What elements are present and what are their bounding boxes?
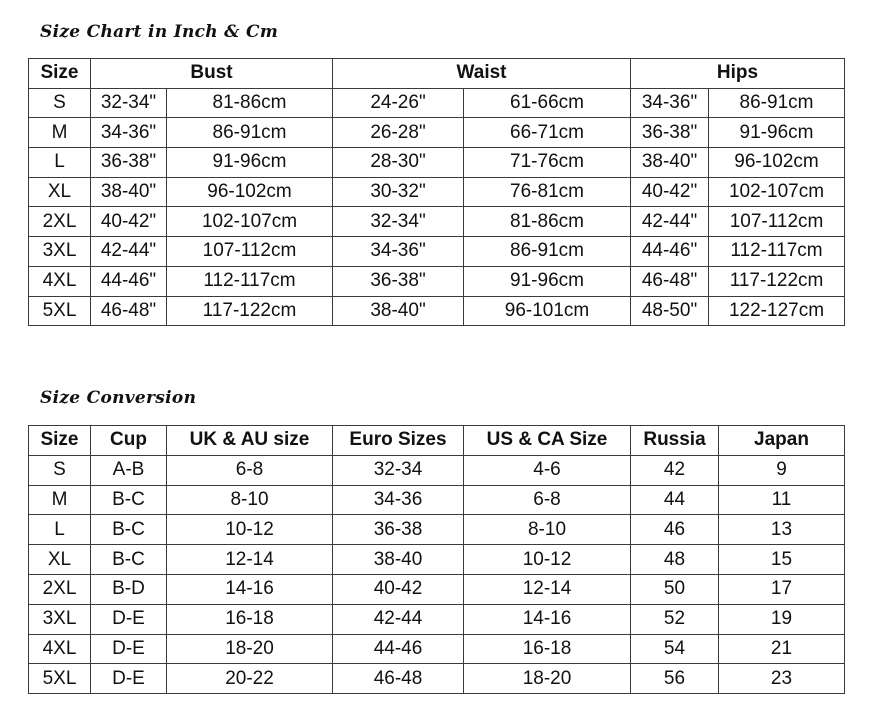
cell-euro: 42-44: [333, 604, 464, 634]
header-japan: Japan: [719, 426, 845, 456]
cell-cup: B-C: [91, 545, 167, 575]
cell-waist-inch: 38-40": [333, 296, 464, 326]
size-chart-table: [28, 58, 845, 326]
cell-waist-cm: 61-66cm: [464, 88, 631, 118]
cell-size: XL: [29, 545, 91, 575]
cell-uk-au: 6-8: [167, 455, 333, 485]
cell-us-ca: 10-12: [464, 545, 631, 575]
cell-hips-cm: 122-127cm: [709, 296, 845, 326]
cell-russia: 54: [631, 634, 719, 664]
table-row: [29, 266, 845, 296]
header-russia: Russia: [631, 426, 719, 456]
table-row: [29, 485, 845, 515]
cell-japan: 23: [719, 664, 845, 694]
header-cup: Cup: [91, 426, 167, 456]
table-row: [29, 296, 845, 326]
cell-us-ca: 18-20: [464, 664, 631, 694]
cell-japan: 13: [719, 515, 845, 545]
cell-euro: 38-40: [333, 545, 464, 575]
header-bust: Bust: [91, 59, 333, 89]
header-uk-au: UK & AU size: [167, 426, 333, 456]
cell-cup: D-E: [91, 604, 167, 634]
table-row: [29, 237, 845, 267]
cell-waist-inch: 36-38": [333, 266, 464, 296]
table-row: [29, 545, 845, 575]
cell-waist-cm: 76-81cm: [464, 177, 631, 207]
header-us-ca: US & CA Size: [464, 426, 631, 456]
cell-hips-cm: 102-107cm: [709, 177, 845, 207]
cell-waist-inch: 30-32": [333, 177, 464, 207]
cell-size: S: [29, 88, 91, 118]
cell-cup: B-C: [91, 515, 167, 545]
cell-bust-inch: 32-34": [91, 88, 167, 118]
cell-russia: 52: [631, 604, 719, 634]
cell-us-ca: 4-6: [464, 455, 631, 485]
cell-bust-cm: 102-107cm: [167, 207, 333, 237]
cell-russia: 46: [631, 515, 719, 545]
cell-uk-au: 10-12: [167, 515, 333, 545]
cell-bust-cm: 117-122cm: [167, 296, 333, 326]
cell-japan: 19: [719, 604, 845, 634]
size-conversion-title: Size Conversion: [40, 388, 197, 408]
size-chart-header-row: [29, 59, 845, 89]
size-conversion-header-row: [29, 426, 845, 456]
cell-euro: 34-36: [333, 485, 464, 515]
cell-us-ca: 6-8: [464, 485, 631, 515]
cell-bust-inch: 42-44": [91, 237, 167, 267]
cell-us-ca: 16-18: [464, 634, 631, 664]
cell-cup: D-E: [91, 664, 167, 694]
cell-bust-inch: 36-38": [91, 148, 167, 178]
cell-bust-inch: 40-42": [91, 207, 167, 237]
table-row: [29, 574, 845, 604]
cell-hips-inch: 42-44": [631, 207, 709, 237]
cell-waist-cm: 66-71cm: [464, 118, 631, 148]
cell-size: 2XL: [29, 574, 91, 604]
cell-hips-cm: 96-102cm: [709, 148, 845, 178]
cell-bust-cm: 91-96cm: [167, 148, 333, 178]
header-size: Size: [29, 59, 91, 89]
cell-waist-cm: 96-101cm: [464, 296, 631, 326]
cell-waist-inch: 32-34": [333, 207, 464, 237]
cell-size: L: [29, 515, 91, 545]
cell-uk-au: 16-18: [167, 604, 333, 634]
cell-bust-cm: 107-112cm: [167, 237, 333, 267]
cell-hips-cm: 91-96cm: [709, 118, 845, 148]
cell-cup: D-E: [91, 634, 167, 664]
cell-russia: 56: [631, 664, 719, 694]
table-row: [29, 148, 845, 178]
cell-russia: 42: [631, 455, 719, 485]
cell-cup: B-D: [91, 574, 167, 604]
cell-euro: 44-46: [333, 634, 464, 664]
table-row: [29, 177, 845, 207]
cell-hips-inch: 46-48": [631, 266, 709, 296]
cell-waist-cm: 91-96cm: [464, 266, 631, 296]
cell-euro: 36-38: [333, 515, 464, 545]
header-hips: Hips: [631, 59, 845, 89]
cell-size: 5XL: [29, 664, 91, 694]
cell-size: 3XL: [29, 237, 91, 267]
cell-size: 4XL: [29, 634, 91, 664]
cell-uk-au: 20-22: [167, 664, 333, 694]
table-row: [29, 515, 845, 545]
cell-euro: 40-42: [333, 574, 464, 604]
cell-size: M: [29, 118, 91, 148]
cell-russia: 48: [631, 545, 719, 575]
table-row: [29, 455, 845, 485]
cell-size: 5XL: [29, 296, 91, 326]
cell-japan: 9: [719, 455, 845, 485]
header-euro: Euro Sizes: [333, 426, 464, 456]
table-row: [29, 207, 845, 237]
cell-us-ca: 12-14: [464, 574, 631, 604]
cell-waist-cm: 86-91cm: [464, 237, 631, 267]
cell-hips-cm: 107-112cm: [709, 207, 845, 237]
cell-size: 3XL: [29, 604, 91, 634]
cell-bust-cm: 112-117cm: [167, 266, 333, 296]
table-row: [29, 664, 845, 694]
cell-uk-au: 12-14: [167, 545, 333, 575]
cell-waist-inch: 26-28": [333, 118, 464, 148]
cell-bust-inch: 46-48": [91, 296, 167, 326]
cell-size: S: [29, 455, 91, 485]
cell-us-ca: 14-16: [464, 604, 631, 634]
size-chart-title: Size Chart in Inch & Cm: [40, 22, 279, 42]
cell-hips-inch: 36-38": [631, 118, 709, 148]
cell-euro: 32-34: [333, 455, 464, 485]
cell-size: XL: [29, 177, 91, 207]
cell-cup: A-B: [91, 455, 167, 485]
cell-uk-au: 8-10: [167, 485, 333, 515]
table-row: [29, 88, 845, 118]
cell-bust-cm: 81-86cm: [167, 88, 333, 118]
cell-hips-cm: 86-91cm: [709, 88, 845, 118]
cell-hips-inch: 44-46": [631, 237, 709, 267]
cell-hips-inch: 40-42": [631, 177, 709, 207]
header-size: Size: [29, 426, 91, 456]
cell-bust-inch: 44-46": [91, 266, 167, 296]
cell-hips-inch: 34-36": [631, 88, 709, 118]
cell-japan: 21: [719, 634, 845, 664]
cell-bust-cm: 96-102cm: [167, 177, 333, 207]
cell-bust-inch: 38-40": [91, 177, 167, 207]
cell-waist-cm: 71-76cm: [464, 148, 631, 178]
cell-waist-cm: 81-86cm: [464, 207, 631, 237]
table-row: [29, 118, 845, 148]
cell-waist-inch: 24-26": [333, 88, 464, 118]
cell-size: 4XL: [29, 266, 91, 296]
cell-waist-inch: 34-36": [333, 237, 464, 267]
cell-hips-cm: 117-122cm: [709, 266, 845, 296]
cell-size: L: [29, 148, 91, 178]
cell-japan: 17: [719, 574, 845, 604]
cell-size: M: [29, 485, 91, 515]
cell-uk-au: 14-16: [167, 574, 333, 604]
cell-euro: 46-48: [333, 664, 464, 694]
table-row: [29, 634, 845, 664]
cell-hips-inch: 48-50": [631, 296, 709, 326]
cell-us-ca: 8-10: [464, 515, 631, 545]
cell-size: 2XL: [29, 207, 91, 237]
cell-hips-inch: 38-40": [631, 148, 709, 178]
cell-japan: 11: [719, 485, 845, 515]
cell-russia: 44: [631, 485, 719, 515]
cell-bust-cm: 86-91cm: [167, 118, 333, 148]
header-waist: Waist: [333, 59, 631, 89]
size-conversion-table: [28, 425, 845, 694]
cell-cup: B-C: [91, 485, 167, 515]
table-row: [29, 604, 845, 634]
cell-hips-cm: 112-117cm: [709, 237, 845, 267]
cell-russia: 50: [631, 574, 719, 604]
cell-japan: 15: [719, 545, 845, 575]
cell-uk-au: 18-20: [167, 634, 333, 664]
cell-waist-inch: 28-30": [333, 148, 464, 178]
cell-bust-inch: 34-36": [91, 118, 167, 148]
